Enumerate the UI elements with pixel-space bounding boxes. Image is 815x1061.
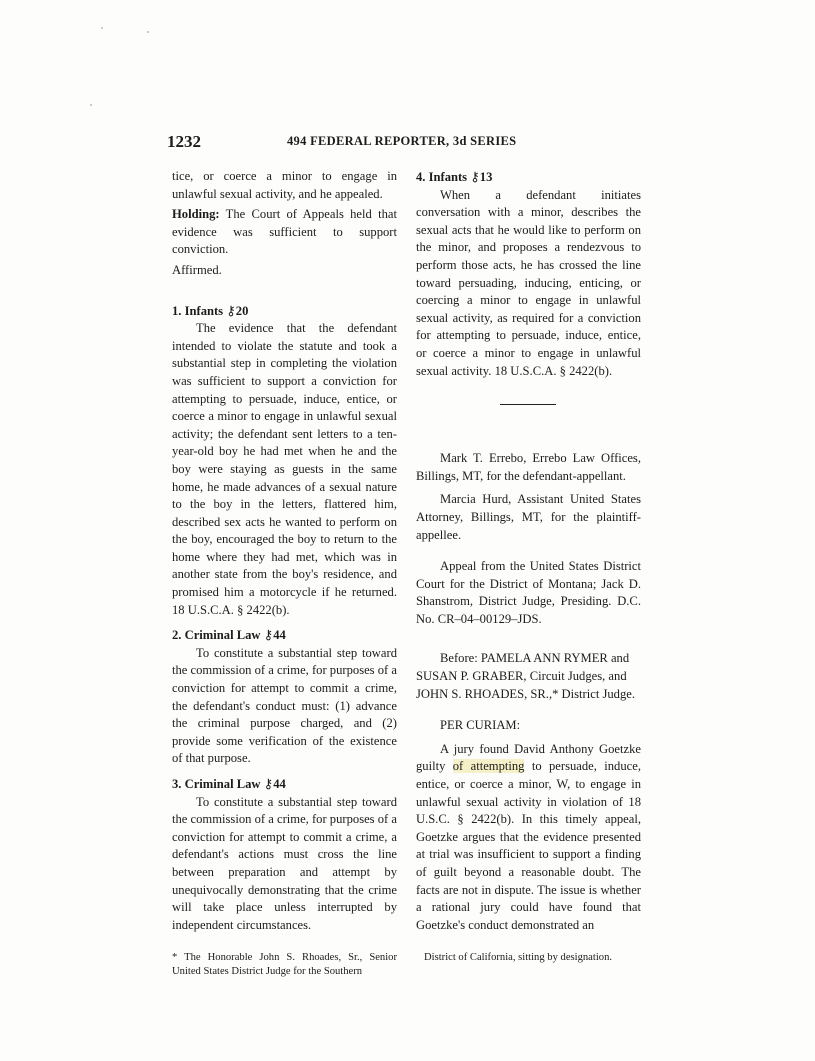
key-number-icon: ⚷: [263, 627, 274, 643]
headnote-2-text: To constitute a substantial step toward the commission of a crime, for purposes of a conviction for attempt to commit a crime, the defendant's conduct must: (1) advance the criminal purpose charged, and (2) provide some verification of the existence of that purpose.: [172, 645, 397, 766]
section-divider: [416, 380, 641, 430]
headnote-1-title: [172, 302, 397, 321]
holding-paragraph: [172, 206, 397, 259]
disposition: Affirmed.: [172, 262, 222, 277]
key-number-icon: ⚷: [226, 302, 236, 318]
headnote-4-key-number: 13: [479, 170, 493, 184]
headnote-3-key-number: 44: [273, 777, 286, 791]
headnote-1-topic: 1. Infants: [172, 303, 224, 318]
headnote-4-topic: 4. Infants: [416, 170, 468, 184]
holding-text: The Court of Appeals held that evidence was sufficient to support conviction.: [172, 207, 397, 257]
footnote-text: The Honorable John S. Rhoades, Sr., Senior United States District Judge for the Southern: [172, 952, 397, 978]
appeal-info: Appeal from the United States District Court for the District of Montana; Jack D. Shanstrom, District Judge, Presiding. D.C. No. CR–04–00129–JDS.: [416, 559, 641, 626]
opinion-text-rest: to persuade, induce, entice, or coerce a minor, W, to engage in unlawful sexual activity in violation of 18 U.S.C. § 2422(b). In this timely appeal, Goetzke argues that the evidence presented at trial was insufficient to support a finding of guilt beyond a reasonable doubt. The facts are not in dispute. The issue is whether a rational jury could have found that Goetzke's conduct demonstrated an: [416, 759, 641, 932]
opinion-text: [416, 741, 641, 935]
counsel-appellant: Mark T. Errebo, Errebo Law Offices, Billings, MT, for the defendant-appellant.: [416, 451, 641, 483]
scan-speck: [90, 104, 92, 106]
opinion-text-start: A jury found David Anthony Goetzke guilty: [416, 741, 641, 774]
counsel-appellee: Marcia Hurd, Assistant United States Attorney, Billings, MT, for the plaintiff-appellee.: [416, 492, 641, 542]
key-number-icon: ⚷: [470, 169, 480, 184]
page-header: [167, 132, 647, 152]
headnote-3-title: [172, 775, 397, 794]
right-column: [416, 168, 641, 965]
holding-label: Holding:: [172, 207, 220, 222]
footnote: [172, 951, 397, 979]
divider-rule: [500, 404, 556, 405]
headnote-1-key-number: 20: [235, 303, 249, 318]
headnote-4-title: [416, 168, 641, 187]
running-head: 494 FEDERAL REPORTER, 3d SERIES: [287, 134, 517, 148]
key-number-icon: ⚷: [263, 776, 274, 791]
footnote-continuation: District of California, sitting by designation.: [424, 952, 613, 964]
footnote-mark: *: [172, 952, 178, 964]
synopsis-text: tice, or coerce a minor to engage in unlawful sexual activity, and he appealed.: [172, 169, 397, 201]
headnote-1-text: The evidence that the defendant intended to violate the statute and took a substantial step in completing the violation was sufficient to support a conviction for attempting to persuade, induce, entice, or coerce a minor to engage in unlawful sexual activity; the defendant sent letters to a ten-year-old boy he had met when he and the boy were staying as guests in the same home, he made advances of a sexual nature to the boy in the letters, flattered him, described sex acts he wanted to perform on the boy, encouraged the boy to return to the home where they had met, which was in another state from the boy's residence, and promised him a motorcycle if he returned. 18 U.S.C.A. § 2422(b).: [172, 321, 397, 617]
panel-judges: Before: PAMELA ANN RYMER and SUSAN P. GRABER, Circuit Judges, and JOHN S. RHOADES, SR.,* District Judge.: [416, 651, 636, 701]
scan-speck: [101, 27, 103, 29]
headnote-4-text: When a defendant initiates conversation with a minor, describes the sexual acts that he would like to perform on the minor, and proposes a rendezvous to perform those acts, he has crossed the line toward persuading, inducing, enticing, or coercing a minor to engage in unlawful sexual activity, as required for a conviction for attempting to persuade, induce, entice, or coerce a minor to engage in unlawful sexual activity. 18 U.S.C.A. § 2422(b).: [416, 187, 641, 378]
headnote-3-topic: 3. Criminal Law: [172, 777, 261, 791]
headnote-2-title: [172, 626, 397, 645]
scan-speck: [147, 31, 149, 33]
opinion-highlight: of attempting: [452, 759, 525, 774]
headnote-2-topic: 2. Criminal Law: [172, 628, 261, 643]
left-column: [172, 168, 397, 979]
per-curiam-heading: PER CURIAM:: [440, 718, 521, 733]
page-number: 1232: [167, 132, 201, 151]
headnote-2-key-number: 44: [273, 628, 286, 643]
headnote-3-text: To constitute a substantial step toward the commission of a crime, for purposes of a conviction for attempt to commit a crime, a defendant's actions must cross the line between preparation and attempt by unequivocally demonstrating that the crime will take place unless interrupted by independent circumstances.: [172, 794, 397, 932]
